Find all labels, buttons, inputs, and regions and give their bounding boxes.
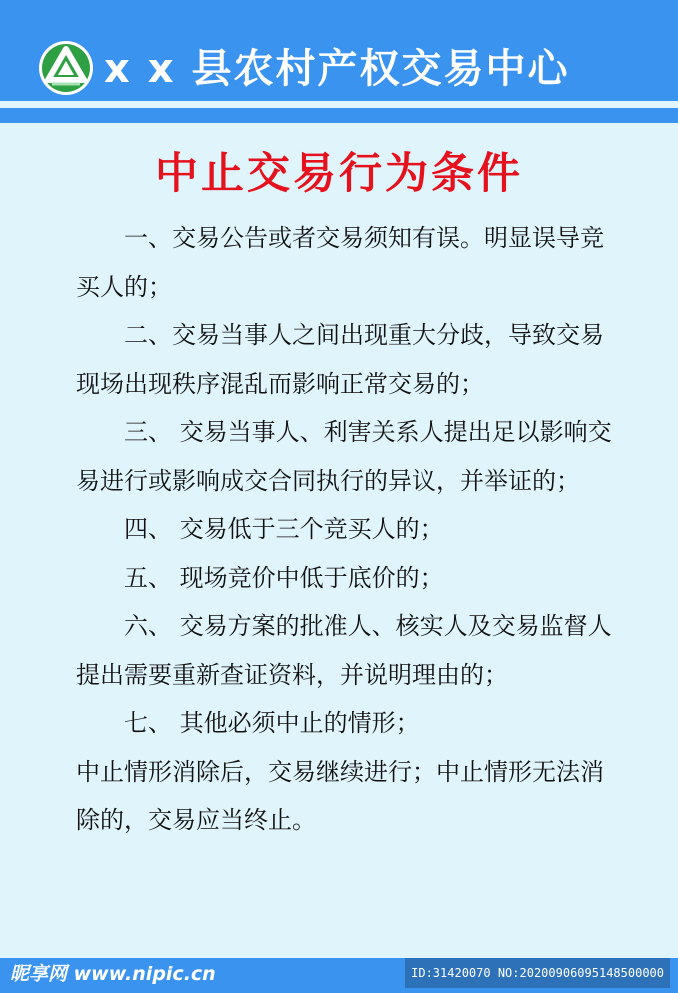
condition-paragraph-5: 五、 现场竞价中低于底价的； (124, 563, 444, 592)
condition-paragraph-1: 一、交易公告或者交易须知有误。明显误导竞买人的； (76, 224, 604, 301)
header-stripe (0, 108, 678, 123)
closing-paragraph: 中止情形消除后，交易继续进行；中止情形无法消除的，交易应当终止。 (76, 757, 604, 834)
condition-paragraph-4: 四、 交易低于三个竞买人的； (124, 515, 444, 543)
watermark-brand: 昵享网 www.nipic.cn (10, 963, 216, 985)
condition-paragraph-6: 六、 交易方案的批准人、核实人及交易监督人提出需要重新查证资料，并说明理由的； (76, 612, 612, 689)
watermark-id: ID:31420070 NO:20200906095148500000 (405, 958, 670, 988)
condition-paragraph-2: 二、交易当事人之间出现重大分歧，导致交易现场出现秩序混乱而影响正常交易的； (76, 321, 604, 398)
condition-paragraph-7: 七、 其他必须中止的情形； (124, 709, 420, 737)
conditions-body (76, 214, 616, 845)
condition-paragraph-3: 三、 交易当事人、利害关系人提出足以影响交易进行或影响成交合同执行的异议，并举证的； (76, 418, 612, 495)
green-triangle-emblem-icon (38, 40, 94, 96)
organization-name: x x 县农村产权交易中心 (104, 46, 570, 92)
page-title: 中止交易行为条件 (155, 149, 523, 199)
